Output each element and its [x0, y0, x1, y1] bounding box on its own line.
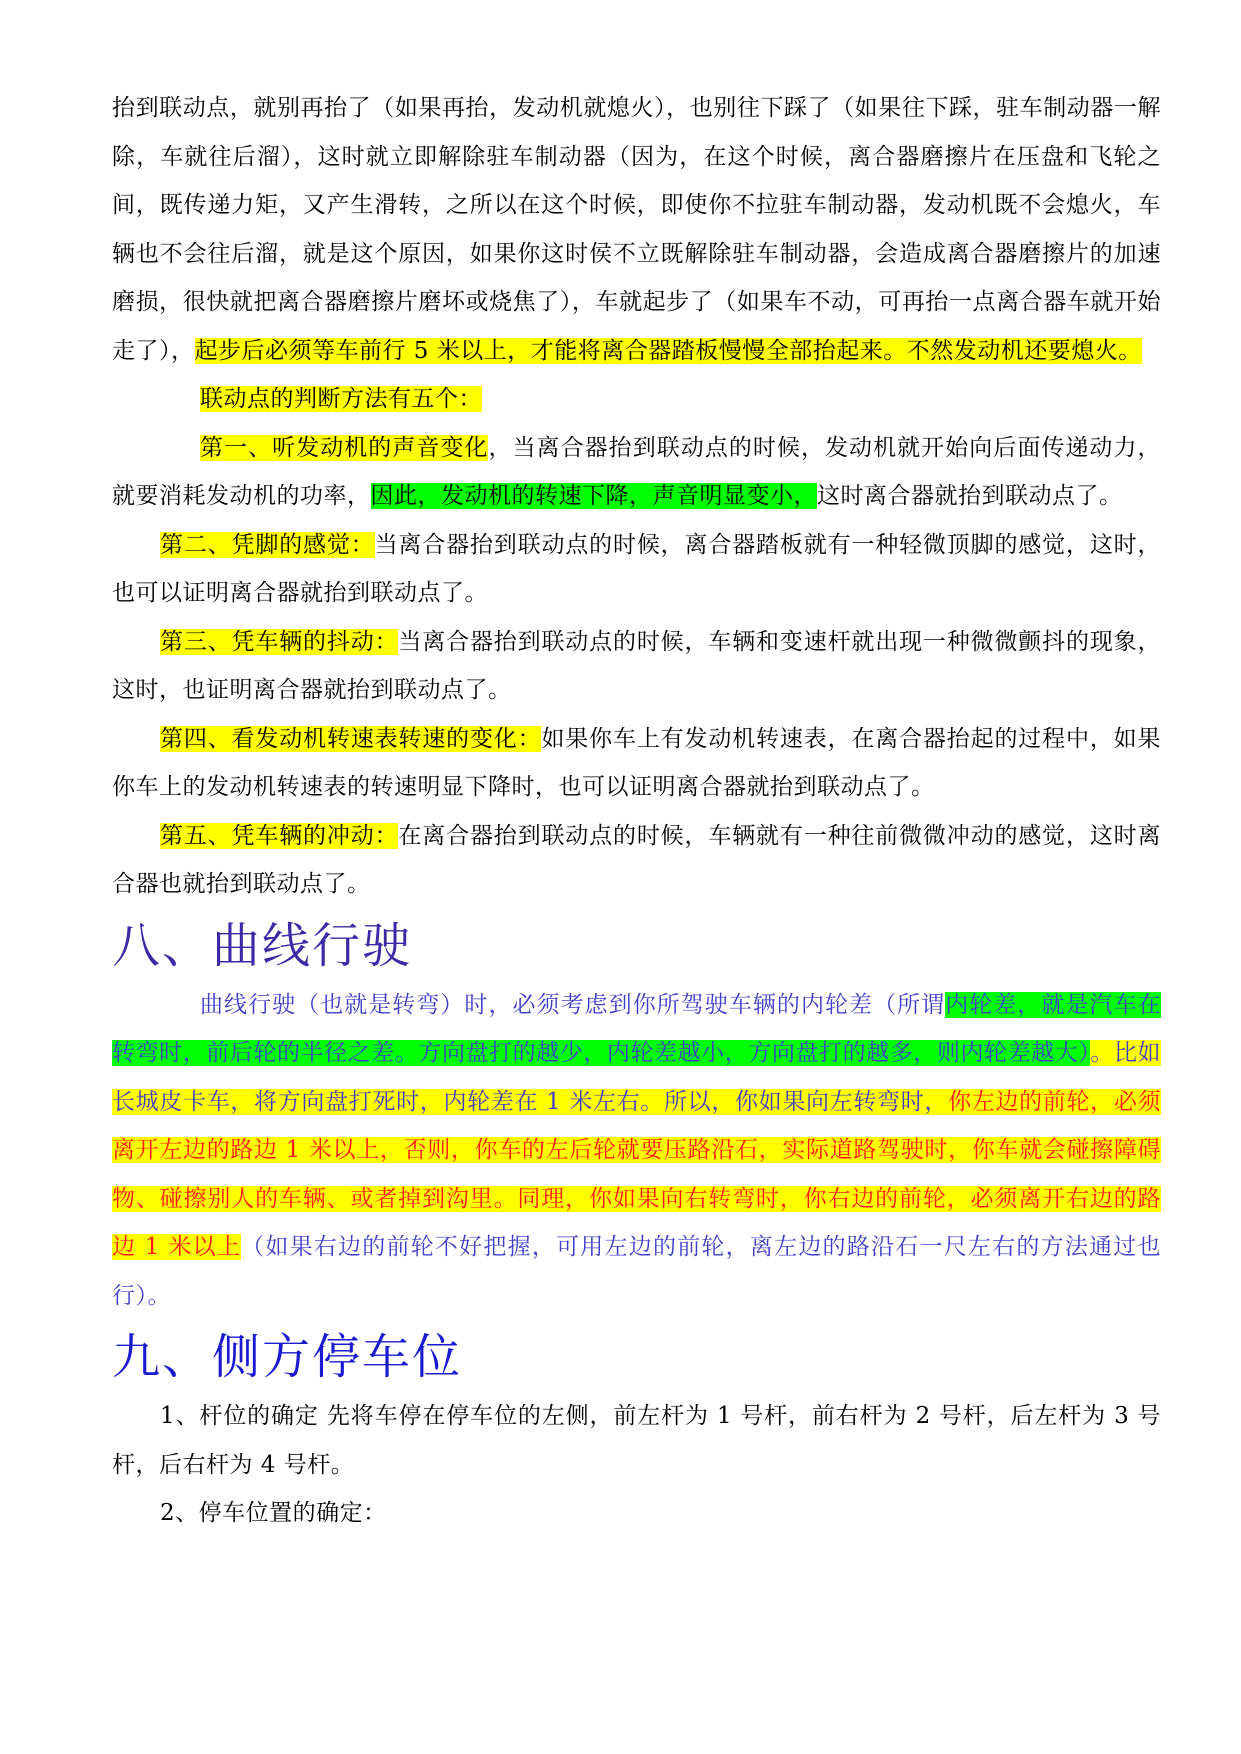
paragraph-method-2 — [112, 521, 1161, 618]
curve-example-highlight: 。比如长城皮卡车，将方向盘打死时，内轮差在 1 米左右。所以，你如果向左转弯时， — [112, 1040, 1162, 1115]
method-1-text: ，当离合器抬到联动点的时候，发动机就开始向后面传递动力，就要消耗发动机的功率， — [112, 434, 1162, 509]
heading-side-parking: 九、侧方停车位 — [112, 1329, 463, 1385]
curve-definition-highlight: 内轮差，就是汽车在转弯时，前后轮的半径之差。方向盘打的越少，内轮差越小，方向盘打的越多，则内轮差越大） — [112, 991, 1162, 1066]
paragraph-method-1 — [112, 424, 1161, 521]
method-5-title: 第五、凭车辆的冲动： — [160, 822, 399, 849]
method-3-title: 第三、凭车辆的抖动： — [160, 628, 399, 655]
methods-title: 联动点的判断方法有五个： — [200, 386, 482, 412]
curve-warning-highlight: 你左边的前轮，必须离开左边的路边 1 米以上，否则，你车的左后轮就要压路沿石，实际道路驾驶时，你车就会碰擦障碍物、碰擦别人的车辆、或者掉到沟里。同理，你如果向右转弯时，你右边的前轮，必须离开右边的路边 1 米以上 — [112, 1088, 1161, 1260]
paragraph-pole-positions: 1、杆位的确定 先将车停在停车位的左侧，前左杆为 1 号杆，前右杆为 2 号杆，后左杆为 3 号杆，后右杆为 4 号杆。 — [112, 1403, 1161, 1478]
curve-text-end: （如果右边的前轮不好把握，可用左边的前轮，离左边的路沿石一尺左右的方法通过也行）。 — [112, 1234, 1162, 1309]
heading-curve-driving: 八、曲线行驶 — [112, 917, 413, 974]
method-2-title: 第二、凭脚的感觉： — [160, 531, 375, 558]
method-5-text: 在离合器抬到联动点的时候，车辆就有一种往前微微冲动的感觉，这时离合器也就抬到联动点了。 — [112, 822, 1162, 897]
paragraph-methods-title — [112, 375, 1161, 424]
method-1-end: 这时离合器就抬到联动点了。 — [817, 483, 1123, 509]
text-clutch-start: 抬到联动点，就别再抬了（如果再抬，发动机就熄火），也别往下踩了（如果往下踩，驻车制动器一解除，车就往后溜），这时就立即解除驻车制动器（因为，在这个时候，离合器磨擦片在压盘和飞轮之间，既传递力矩，又产生滑转，之所以在这个时候，即使你不拉驻车制动器，发动机既不会熄火，车辆也不会往后溜，就是这个原因，如果你这时侯不立既解除驻车制动器，会造成离合器磨擦片的加速磨损，很快就把离合器磨擦片磨坏或烧焦了），车就起步了（如果车不动，可再抬一点离合器车就开始走了）， — [112, 95, 1161, 364]
highlight-after-start: 起步后必须等车前行 5 米以上，才能将离合器踏板慢慢全部抬起来。不然发动机还要熄火。 — [194, 337, 1142, 364]
method-4-text: 如果你车上有发动机转速表，在离合器抬起的过程中，如果你车上的发动机转速表的转速明显下降时，也可以证明离合器就抬到联动点了。 — [112, 725, 1162, 800]
paragraph-method-3 — [112, 618, 1161, 715]
paragraph-curve-driving — [112, 981, 1161, 1321]
paragraph-clutch-start — [112, 84, 1161, 375]
method-4-title: 第四、看发动机转速表转速的变化： — [160, 725, 542, 752]
paragraph-parking-position: 2、停车位置的确定： — [160, 1500, 387, 1526]
paragraph-method-4 — [112, 715, 1161, 812]
method-1-title: 第一、听发动机的声音变化 — [200, 434, 489, 461]
curve-text-intro: 曲线行驶（也就是转弯）时，必须考虑到你所驾驶车辆的内轮差（所谓 — [200, 991, 946, 1018]
method-1-highlight: 因此，发动机的转速下降，声音明显变小， — [370, 483, 817, 509]
paragraph-method-5 — [112, 812, 1161, 909]
method-2-text: 当离合器抬到联动点的时候，离合器踏板就有一种轻微顶脚的感觉，这时，也可以证明离合器就抬到联动点了。 — [112, 531, 1162, 606]
method-3-text: 当离合器抬到联动点的时候，车辆和变速杆就出现一种微微颤抖的现象，这时，也证明离合器就抬到联动点了。 — [112, 628, 1162, 703]
